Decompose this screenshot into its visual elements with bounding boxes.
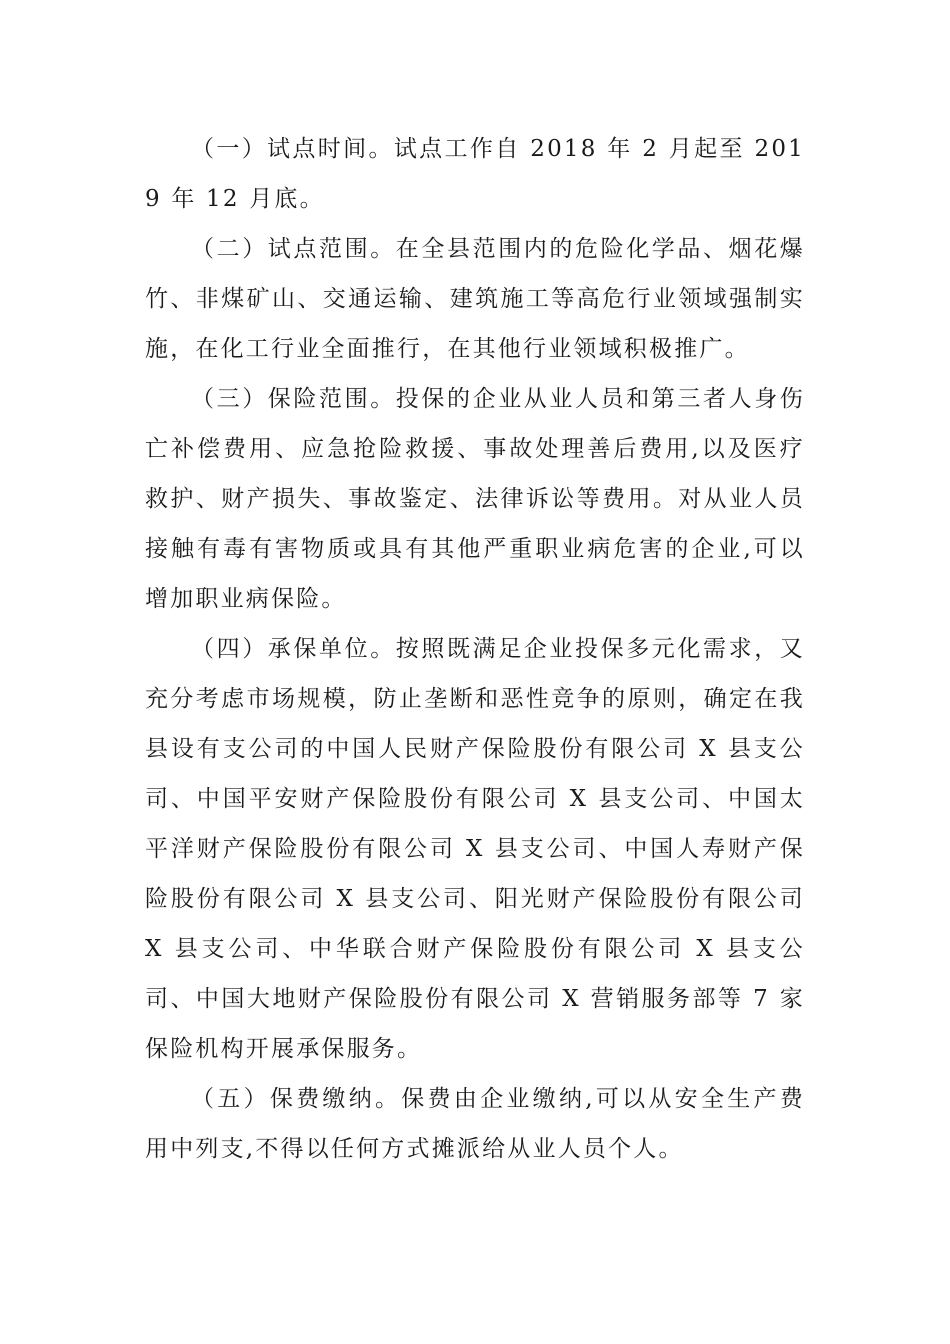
paragraph-underwriters: （四）承保单位。按照既满足企业投保多元化需求，又充分考虑市场规模，防止垄断和恶性竞争的原则，确定在我县设有支公司的中国人民财产保险股份有限公司 X 县支公司、中国平安财产保险股份有限公司 X 县支公司、中国太平洋财产保险股份有限公司 X 县支公司、中国人寿财产保险股份有限公司 X 县支公司、阳光财产保险股份有限公司 X 县支公司、中华联合财产保险股份有限公司 X 县支公司、中国大地财产保险股份有限公司 X 营销服务部等 7 家保险机构开展承保服务。	[145, 636, 805, 1062]
paragraph-premium-payment: （五）保费缴纳。保费由企业缴纳,可以从安全生产费用中列支,不得以任何方式摊派给从业人员个人。	[145, 1086, 805, 1162]
paragraph-insurance-scope: （三）保险范围。投保的企业从业人员和第三者人身伤亡补偿费用、应急抢险救援、事故处理善后费用,以及医疗救护、财产损失、事故鉴定、法律诉讼等费用。对从业人员接触有毒有害物质或具有其他严重职业病危害的企业,可以增加职业病保险。	[145, 386, 805, 612]
paragraph-pilot-period: （一）试点时间。试点工作自 2018 年 2 月起至 2019 年 12 月底。	[145, 136, 805, 212]
document-body	[145, 124, 805, 1174]
paragraph-pilot-scope: （二）试点范围。在全县范围内的危险化学品、烟花爆竹、非煤矿山、交通运输、建筑施工等高危行业领域强制实施，在化工行业全面推行，在其他行业领域积极推广。	[145, 236, 805, 362]
